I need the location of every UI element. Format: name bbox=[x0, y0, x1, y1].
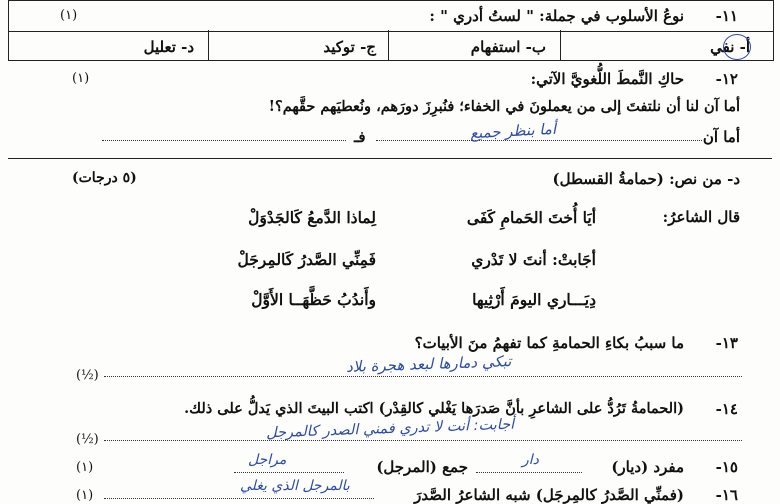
q16-handwritten-answer: بالمرجل الذي يغلي bbox=[240, 478, 350, 494]
q12-answer-line-2[interactable] bbox=[102, 140, 346, 141]
poem-line-3-left: وأَندُبُ حَظَّهَــا الأَوَّلْ bbox=[251, 290, 376, 309]
q15-answer-a-line[interactable] bbox=[476, 472, 582, 473]
option-d[interactable]: د- تعليل bbox=[143, 38, 194, 56]
q15-number: ١٥- bbox=[715, 458, 738, 476]
option-c[interactable]: ج- توكيد bbox=[323, 38, 376, 56]
q13-score: (½) bbox=[76, 368, 99, 383]
q16-answer-line[interactable] bbox=[104, 498, 374, 499]
q12-prompt: حاكِ النَّمطَ اللُّغويَّ الآتي: bbox=[530, 70, 684, 88]
poem-line-1-right: أيَا أُختَ الحَمامِ كَفَى bbox=[466, 208, 596, 227]
q12-number: ١٢- bbox=[715, 70, 738, 88]
q11-options-box bbox=[8, 30, 774, 61]
q15-handwritten-answer-a: دار bbox=[522, 452, 539, 468]
selected-answer-circle bbox=[723, 34, 751, 60]
section-d-heading: د- من نص: (حمامةُ القسطل) bbox=[552, 170, 740, 188]
option-a[interactable]: أ- نفي bbox=[710, 38, 750, 56]
q14-prompt: (الحمامةُ تَرُدُّ على الشاعرِ بأنَّ صَدرَها يَغْلي كالقِدْر) اكتب البيتَ الذي يَدلُّ على ذلك. bbox=[184, 400, 684, 417]
q12-pattern-mid: فـ bbox=[354, 128, 366, 146]
q14-handwritten-answer: أجابت: أنت لا تدري فمني الصدر كالمرجل bbox=[265, 416, 515, 442]
poem-line-2-left: فَمِنِّي الصَّدرُ كَالمِرجَلْ bbox=[237, 250, 376, 269]
poem-line-3-right: دِيَـــاري اليومَ أَرْثِيها bbox=[472, 290, 596, 309]
q13-answer-line[interactable] bbox=[104, 376, 742, 377]
q13-prompt: ما سببُ بكاءِ الحمامةِ كما تفهمُ منَ الأبيات؟ bbox=[414, 334, 684, 352]
q11-score: (١) bbox=[60, 8, 78, 23]
q15-prompt-b: جمع (المرجل) bbox=[376, 458, 468, 476]
option-b[interactable]: ب- استفهام bbox=[470, 38, 546, 56]
q13-number: ١٣- bbox=[715, 334, 738, 352]
q14-number: ١٤- bbox=[715, 400, 738, 418]
q12-handwritten-answer: أما بنظر جميع bbox=[469, 119, 557, 143]
poem-line-1-left: لِماذا الدَّمعُ كَالجَدْوَلْ bbox=[248, 208, 376, 227]
poem-line-2-right: أجَابتْ: أنتَ لا تَدْري bbox=[471, 250, 596, 269]
q16-prompt: (فمنِّي الصَّدرُ كالمِرجَل) شبه الشاعرُ الصَّدرَ bbox=[414, 486, 684, 504]
option-divider bbox=[388, 30, 389, 61]
q11-number: ١١- bbox=[715, 7, 738, 25]
option-divider bbox=[560, 30, 561, 61]
q14-answer-line[interactable] bbox=[104, 440, 742, 441]
poem-intro: قال الشاعرُ: bbox=[662, 208, 740, 226]
q12-score: (١) bbox=[72, 71, 90, 86]
q11-prompt: نوعُ الأسلوب في جملة: " لستُ أدري " : bbox=[429, 7, 684, 25]
q16-number: ١٦- bbox=[715, 486, 738, 504]
q16-score: (١) bbox=[76, 488, 94, 503]
section-divider bbox=[8, 158, 772, 159]
q12-example: أما آن لنا أن نلتفتَ إلى من يعملونَ في الخفاء؛ فنُبرِزَ دورَهم، ونُعطيَهم حقَّهم؟! bbox=[268, 98, 740, 115]
option-divider bbox=[208, 30, 209, 61]
q13-handwritten-answer: تبكي دمارها لبعد هجرة بلاد bbox=[345, 352, 512, 376]
section-d-score: (٥ درجات) bbox=[72, 170, 137, 186]
q14-score: (½) bbox=[76, 432, 99, 447]
q15-answer-b-line[interactable] bbox=[234, 472, 344, 473]
q15-prompt-a: مفرد (ديار) bbox=[611, 458, 684, 476]
q12-pattern-start: أما آن bbox=[702, 128, 740, 146]
q15-score: (١) bbox=[76, 460, 94, 475]
q12-answer-line-1[interactable] bbox=[376, 140, 702, 141]
q15-handwritten-answer-b: مراجل bbox=[248, 452, 287, 468]
